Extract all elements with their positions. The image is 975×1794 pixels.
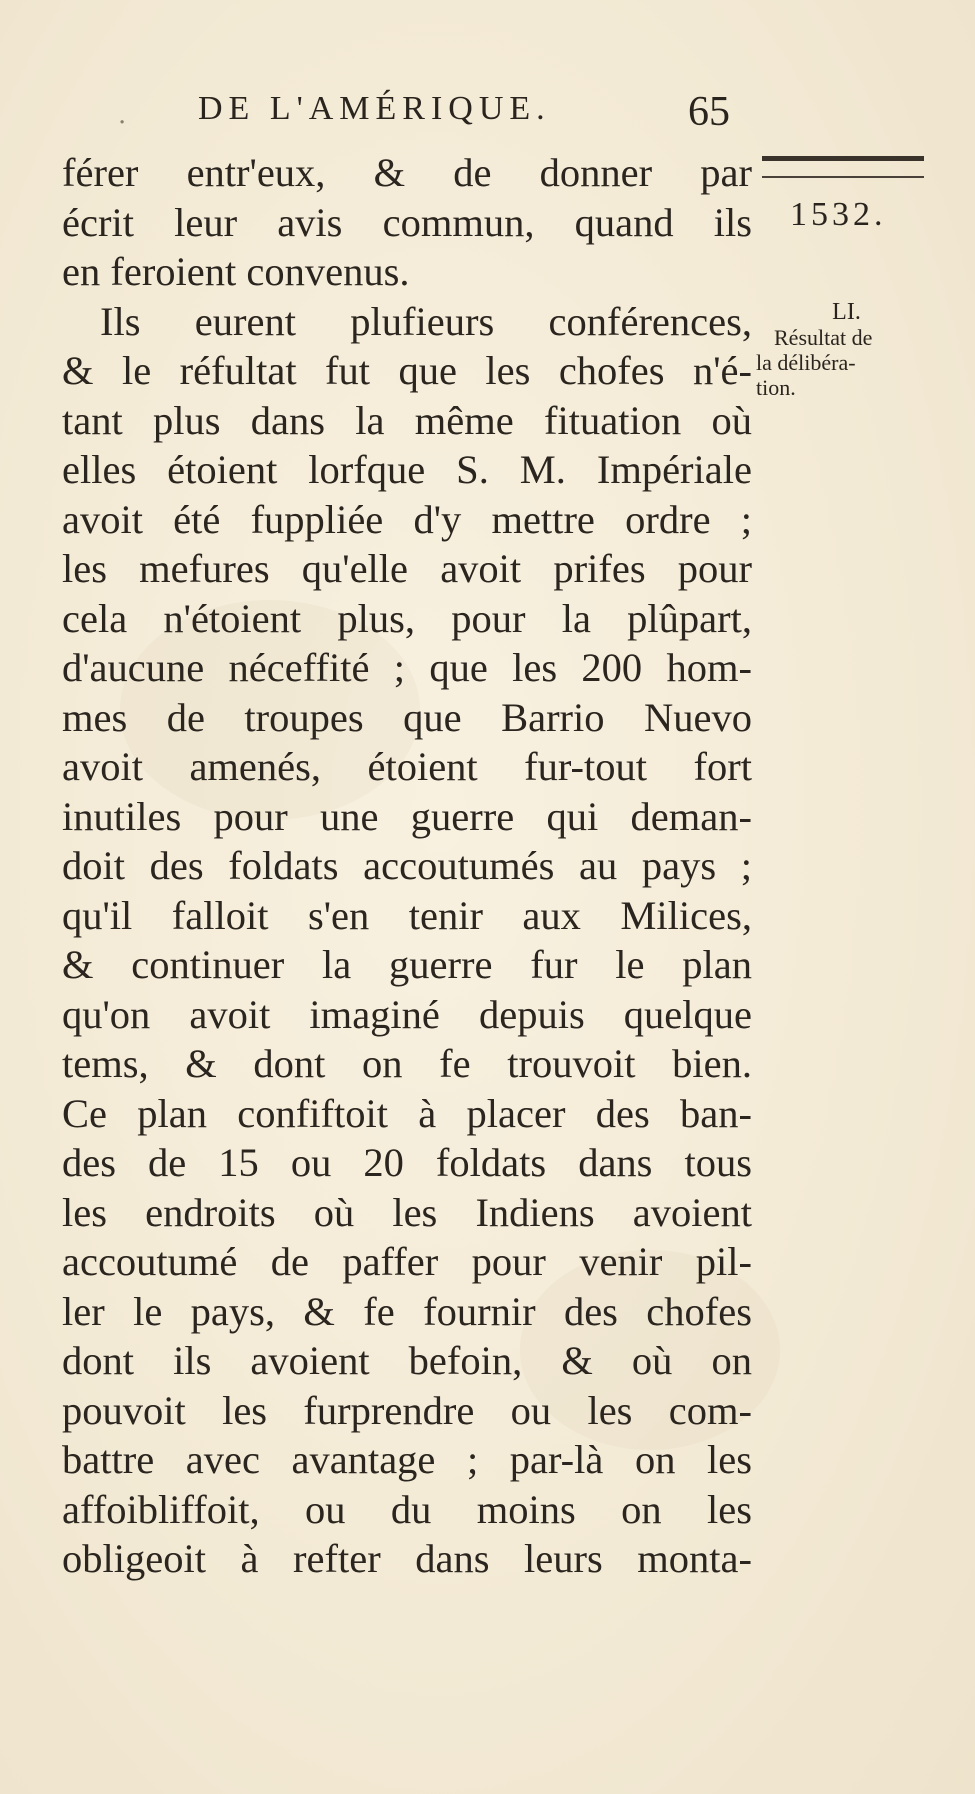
running-head — [118, 88, 758, 148]
text-line: des de 15 ou 20 foldats dans tous — [62, 1140, 752, 1185]
text-line: en feroient convenus. — [62, 249, 410, 294]
text-line: affoibliffoit, ou du moins on les — [62, 1486, 752, 1532]
text-line: inutiles pour une guerre qui deman- — [62, 793, 752, 839]
text-line: Ils eurent plufieurs conférences, — [100, 298, 752, 344]
text-line: Ce plan confiftoit à placer des ban- — [62, 1090, 752, 1136]
text-line: férer entr'eux, & de donner par — [62, 150, 752, 195]
text-line: & le réfultat fut que les chofes n'é- — [62, 348, 752, 393]
text-line: dont ils avoient befoin, & où on — [62, 1338, 752, 1383]
text-line: qu'il falloit s'en tenir aux Milices, — [62, 892, 752, 938]
text-line: obligeoit à refter dans leurs monta- — [62, 1536, 752, 1581]
text-line: doit des foldats accoutumés au pays ; — [62, 843, 752, 888]
text-line: écrit leur avis commun, quand ils — [62, 199, 752, 245]
sidenote-line: la délibéra- — [756, 350, 856, 375]
text-line: d'aucune néceffité ; que les 200 hom- — [62, 645, 752, 690]
page-number: 65 — [688, 89, 730, 135]
head-ornament: · — [118, 108, 127, 138]
sidenote-number: LI. — [832, 299, 861, 325]
text-line: mes de troupes que Barrio Nuevo — [62, 694, 752, 740]
text-line: elles étoient lorfque S. M. Impériale — [62, 447, 752, 492]
margin-year: 1532. — [790, 196, 887, 233]
text-line: tems, & dont on fe trouvoit bien. — [62, 1041, 752, 1086]
text-line: & continuer la guerre fur le plan — [62, 942, 752, 987]
sidenote-line: tion. — [756, 375, 796, 400]
text-line: pouvoit les furprendre ou les com- — [62, 1387, 752, 1433]
text-line: qu'on avoit imaginé depuis quelque — [62, 991, 752, 1037]
body-text — [62, 148, 752, 1584]
text-line: les mefures qu'elle avoit prifes pour — [62, 546, 752, 591]
text-line: battre avec avantage ; par-là on les — [62, 1437, 752, 1482]
text-line: ler le pays, & fe fournir des chofes — [62, 1288, 752, 1334]
text-line: tant plus dans la même fituation où — [62, 397, 752, 443]
text-line: avoit amenés, étoient fur-tout fort — [62, 744, 752, 789]
text-line: accoutumé de paffer pour venir pil- — [62, 1239, 752, 1284]
text-line: les endroits où les Indiens avoient — [62, 1189, 752, 1235]
text-line: cela n'étoient plus, pour la plûpart, — [62, 595, 752, 641]
running-head-title: DE L'AMÉRIQUE. — [198, 90, 551, 127]
sidenote — [756, 300, 931, 400]
margin-rule-thin — [762, 176, 924, 178]
sidenote-line: Résultat de — [774, 325, 873, 350]
margin-rule-thick — [762, 156, 924, 161]
text-line: avoit été fuppliée d'y mettre ordre ; — [62, 496, 752, 542]
